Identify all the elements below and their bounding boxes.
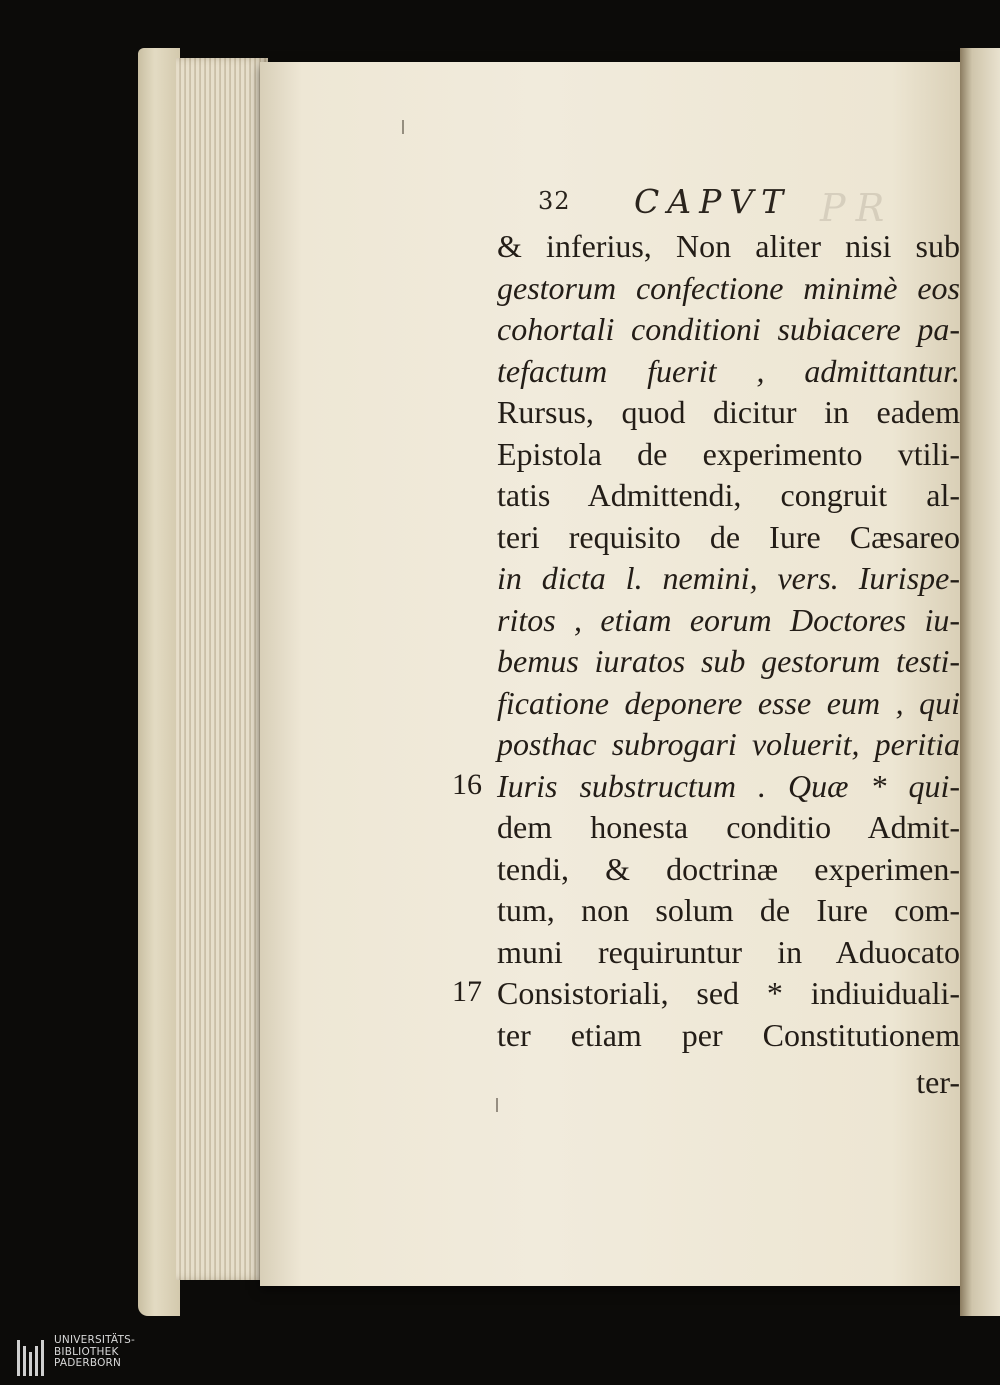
text-line: in dicta l. nemini, vers. Iurispe-	[497, 560, 960, 596]
text-line: Rursus, quod dicitur in eadem	[497, 394, 960, 430]
margin-number: 16	[452, 767, 482, 801]
catchword: ter-	[916, 1064, 960, 1100]
show-through-text: PR	[820, 186, 895, 230]
text-line: cohortali conditioni subiacere pa-	[497, 311, 960, 347]
text-line: & inferius, Non aliter nisi sub	[497, 228, 960, 264]
page-header	[538, 182, 792, 221]
page-edges	[176, 58, 268, 1280]
text-line: ficatione deponere esse eum , qui	[497, 684, 960, 721]
pencil-mark	[402, 120, 404, 134]
logo-line: PADERBORN	[54, 1357, 122, 1369]
logo-line: BIBLIOTHEK	[54, 1345, 119, 1358]
logo-line: UNIVERSITÄTS-	[54, 1334, 135, 1346]
text-line: tatis Admittendi, congruit al-	[497, 477, 960, 513]
book-cover-edge	[138, 48, 180, 1316]
text-line: muni requiruntur in Aduocato	[497, 933, 960, 970]
running-head: CAPVT	[634, 182, 792, 221]
text-line: Consistoriali, sed * indiuiduali-	[497, 975, 960, 1011]
text-line: tendi, & doctrinæ experimen-	[497, 850, 960, 887]
text-line: Epistola de experimento vtili-	[497, 435, 960, 472]
library-logo-text	[54, 1335, 135, 1370]
text-line: tefactum fuerit , admittantur.	[497, 352, 960, 389]
text-line: ter etiam per Constitutionem	[497, 1016, 960, 1053]
text-line: posthac subrogari voluerit, peritia	[497, 726, 960, 762]
page-number: 32	[538, 187, 571, 215]
margin-number: 17	[452, 975, 482, 1008]
text-line: tum, non solum de Iure com-	[497, 892, 960, 928]
text-line: dem honesta conditio Admit-	[497, 809, 960, 845]
library-logo-icon	[17, 1338, 47, 1378]
text-line: bemus iuratos sub gestorum testi-	[497, 643, 960, 679]
facing-page-edge	[960, 48, 1000, 1316]
text-line: teri requisito de Iure Cæsareo	[497, 518, 960, 555]
text-line: ritos , etiam eorum Doctores iu-	[497, 601, 960, 638]
text-line: gestorum confectione minimè eos	[497, 269, 960, 306]
text-line: Iuris substructum . Quæ * qui-	[497, 767, 960, 804]
footer-bar	[0, 1333, 1000, 1385]
